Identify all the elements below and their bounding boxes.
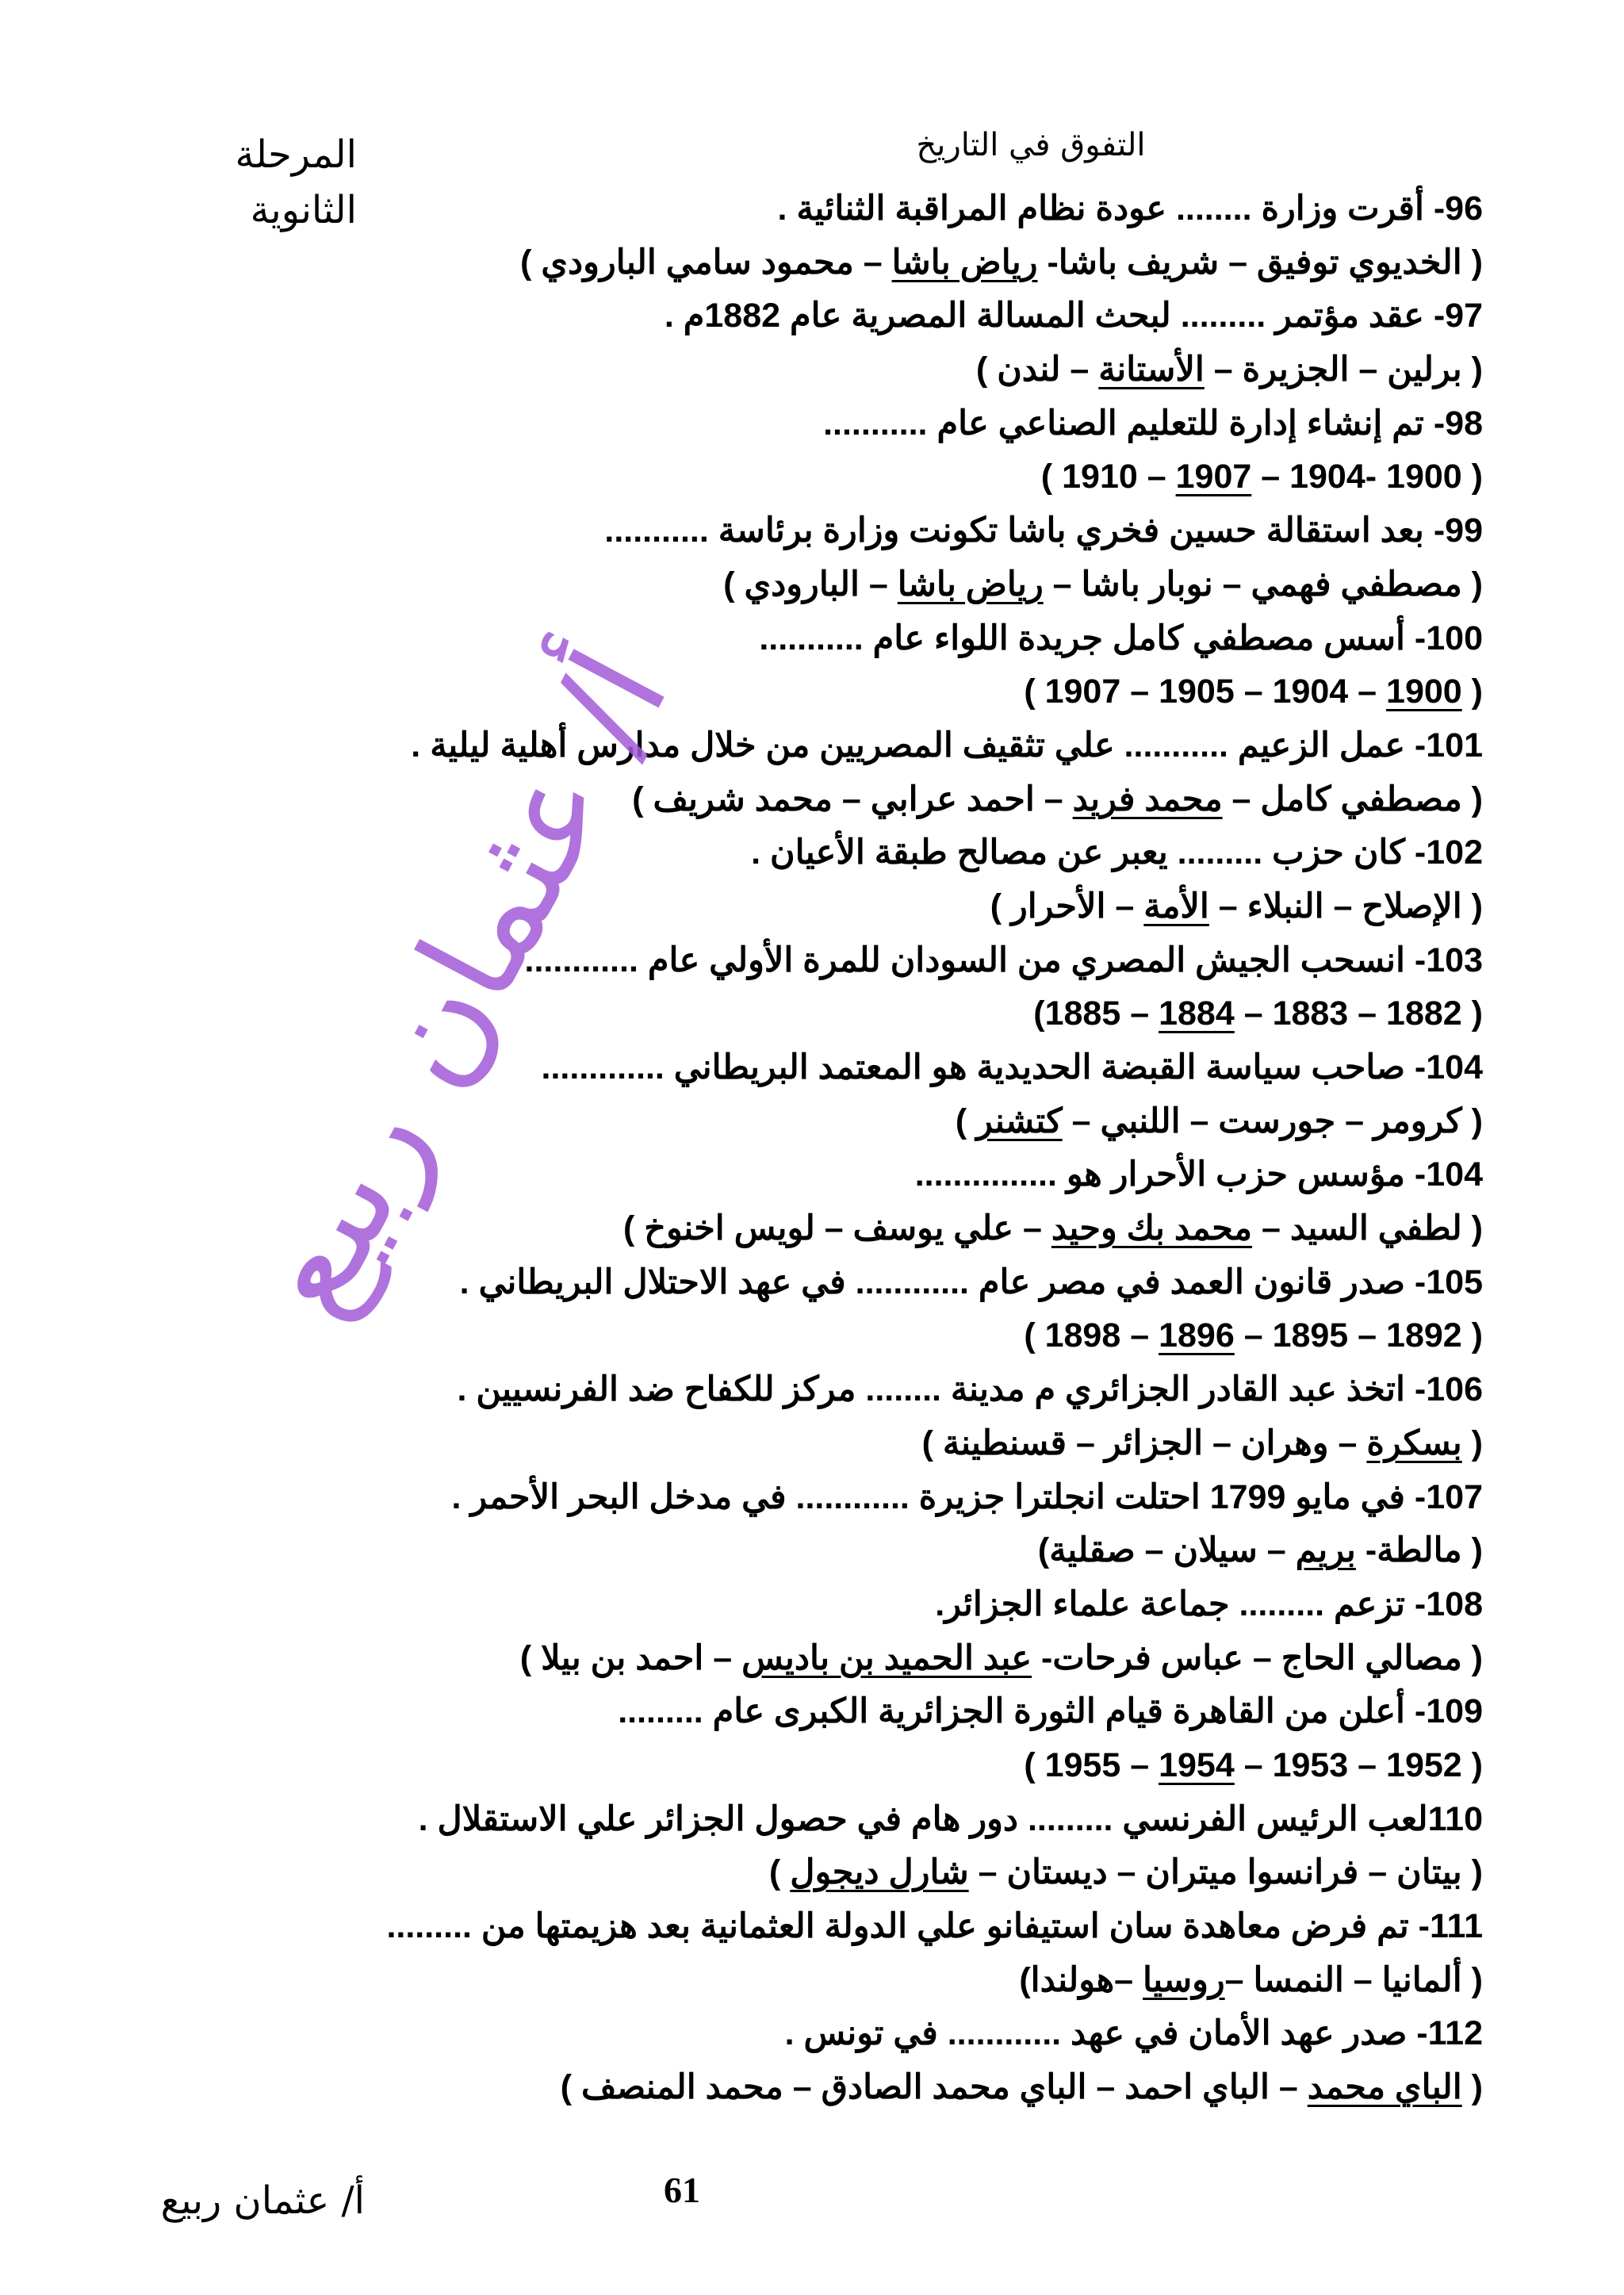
line-text: – علي يوسف – لويس اخنوخ ) <box>623 1209 1051 1248</box>
correct-answer: بريم <box>1295 1531 1356 1570</box>
text-line <box>238 1256 1483 1310</box>
text-line <box>238 1202 1483 1256</box>
line-text: 98- تم إنشاء إدارة للتعليم الصناعي عام ........... <box>823 404 1483 443</box>
line-text: – 1904 – 1905 – 1907 ) <box>1024 672 1387 711</box>
text-line <box>238 1846 1483 1900</box>
line-text: 97- عقد مؤتمر ......... لبحث المسالة المصرية عام 1882م . <box>664 297 1483 335</box>
header-stage: المرحلة الثانوية <box>235 132 357 232</box>
correct-answer: عبد الحميد بن باديس <box>741 1638 1032 1677</box>
correct-answer: روسيا <box>1143 1960 1225 1999</box>
footer-author: أ/ عثمان ربيع <box>160 2178 365 2223</box>
text-line <box>238 773 1483 827</box>
page-number: 61 <box>664 2170 700 2210</box>
text-line <box>238 1095 1483 1149</box>
line-text: – سيلان – صقلية) <box>1037 1531 1296 1570</box>
line-text: ( بيتان – فرانسوا ميتران – ديستان – <box>968 1853 1483 1892</box>
text-line <box>238 1685 1483 1739</box>
question-list <box>238 182 1483 2115</box>
line-text: 105- صدر قانون العمد في مصر عام ............ في عهد الاحتلال البريطاني . <box>459 1262 1483 1301</box>
text-line <box>238 1524 1483 1578</box>
line-text: – وهران – الجزائر – قسنطينة ) <box>921 1423 1367 1462</box>
line-text: ( برلين – الجزيرة – <box>1204 351 1483 389</box>
text-line <box>238 719 1483 773</box>
text-line <box>238 1578 1483 1632</box>
correct-answer: محمد بك وحيد <box>1051 1209 1253 1248</box>
correct-answer: الأستانة <box>1098 351 1205 389</box>
correct-answer: 1896 <box>1159 1316 1235 1355</box>
text-line <box>238 289 1483 343</box>
line-text: ( الإصلاح – النبلاء – <box>1208 887 1483 925</box>
line-text: ( لطفي السيد – <box>1252 1209 1483 1248</box>
line-text: 99- بعد استقالة حسين فخري باشا تكونت وزارة برئاسة ........... <box>604 511 1483 550</box>
line-text: ( <box>1461 672 1483 711</box>
line-text: – 1885) <box>1033 994 1159 1033</box>
line-text: – محمود سامي البارودي ) <box>520 243 892 282</box>
line-text: ( 1882 – 1883 – <box>1234 994 1483 1033</box>
line-text: – 1955 ) <box>1024 1745 1159 1784</box>
line-text: ( 1952 – 1953 – <box>1234 1745 1483 1784</box>
line-text: – البارودي ) <box>723 565 898 603</box>
line-text: 106- اتخذ عبد القادر الجزائري م مدينة ........ مركز للكفاح ضد الفرنسيين . <box>457 1370 1483 1409</box>
line-text: ( ألمانيا – النمسا – <box>1224 1960 1483 1999</box>
correct-answer: محمد فريد <box>1072 780 1223 818</box>
line-text: ( مالطة- <box>1355 1531 1483 1570</box>
text-line <box>238 504 1483 558</box>
text-line <box>238 1900 1483 1954</box>
text-line <box>238 826 1483 880</box>
text-line <box>238 343 1483 397</box>
line-text: 104- صاحب سياسة القبضة الحديدية هو المعتمد البريطاني ............. <box>541 1048 1483 1086</box>
line-text: ( مصطفي كامل – <box>1222 780 1483 818</box>
text-line <box>238 1471 1483 1525</box>
line-text: 112- صدر عهد الأمان في عهد ............ في تونس . <box>784 2014 1483 2053</box>
correct-answer: كتشنر <box>976 1102 1063 1140</box>
text-line <box>238 1148 1483 1202</box>
correct-answer: الباي محمد <box>1307 2068 1462 2107</box>
line-text: – احمد عرابي – محمد شريف ) <box>632 780 1073 818</box>
line-text: 110لعب الرئيس الفرنسي ......... دور هام في حصول الجزائر علي الاستقلال . <box>418 1799 1483 1838</box>
text-line <box>238 450 1483 504</box>
text-line <box>238 182 1483 236</box>
text-line <box>238 1739 1483 1793</box>
text-line <box>238 1793 1483 1847</box>
line-text: 102- كان حزب ......... يعبر عن مصالح طبقة الأعيان . <box>751 833 1483 872</box>
line-text: – 1898 ) <box>1024 1316 1159 1355</box>
correct-answer: الأمة <box>1143 887 1209 925</box>
line-text: – لندن ) <box>975 351 1099 389</box>
correct-answer: 1884 <box>1159 994 1235 1033</box>
line-text: ( <box>1461 2068 1483 2107</box>
correct-answer: 1900 <box>1386 672 1462 711</box>
line-text: ) <box>768 1853 791 1892</box>
watermark: أ/ عثمان ربيع <box>220 627 699 1339</box>
line-text: 100- أسس مصطفي كامل جريدة اللواء عام ........... <box>759 619 1483 657</box>
line-text: – احمد بن بيلا ) <box>519 1638 742 1677</box>
line-text: 104- مؤسس حزب الأحرار هو ............... <box>914 1155 1483 1194</box>
header-title: التفوق في التاريخ <box>916 127 1146 163</box>
text-line <box>238 1954 1483 2008</box>
text-line <box>238 987 1483 1041</box>
line-text: 96- أقرت وزارة ........ عودة نظام المراقبة الثنائية . <box>777 190 1483 228</box>
line-text: ( 1892 – 1895 – <box>1234 1316 1483 1355</box>
line-text: 103- انسحب الجيش المصري من السودان للمرة الأولي عام ............ <box>524 941 1483 979</box>
text-line <box>238 1632 1483 1686</box>
line-text: ( مصطفي فهمي – نوبار باشا – <box>1043 565 1483 603</box>
text-line <box>238 934 1483 988</box>
text-line <box>238 236 1483 290</box>
text-line <box>238 1363 1483 1417</box>
line-text: ( الخديوي توفيق – شريف باشا- <box>1037 243 1483 282</box>
line-text: 107- في مايو 1799 احتلت انجلترا جزيرة ............ في مدخل البحر الأحمر . <box>451 1477 1483 1516</box>
text-line <box>238 558 1483 612</box>
correct-answer: رياض باشا <box>891 243 1038 282</box>
text-line <box>238 1041 1483 1095</box>
line-text: 108- تزعم ......... جماعة علماء الجزائر. <box>935 1584 1483 1623</box>
text-line <box>238 1309 1483 1363</box>
line-text: ( كرومر – جورست – اللنبي – <box>1062 1102 1483 1140</box>
line-text: – 1910 ) <box>1040 458 1176 496</box>
text-line <box>238 2007 1483 2061</box>
line-text: –هولندا) <box>1019 1960 1143 1999</box>
line-text: ) <box>955 1102 977 1140</box>
correct-answer: بسكرة <box>1366 1423 1462 1462</box>
line-text: 101- عمل الزعيم ........... علي تثقيف المصريين من خلال مدارس أهلية ليلية . <box>411 726 1483 764</box>
line-text: ( 1900 -1904 – <box>1251 458 1483 496</box>
correct-answer: رياض باشا <box>897 565 1044 603</box>
text-line <box>238 1417 1483 1471</box>
line-text: 111- تم فرض معاهدة سان استيفانو علي الدولة العثمانية بعد هزيمتها من ......... <box>386 1907 1483 1945</box>
text-line <box>238 665 1483 719</box>
line-text: – الأحرار ) <box>990 887 1144 925</box>
correct-answer: 1907 <box>1175 458 1252 496</box>
line-text: – الباي احمد – الباي محمد الصادق – محمد المنصف ) <box>560 2068 1308 2107</box>
text-line <box>238 397 1483 451</box>
correct-answer: 1954 <box>1159 1745 1235 1784</box>
text-line <box>238 880 1483 934</box>
line-text: ( مصالي الحاج – عباس فرحات- <box>1032 1638 1483 1677</box>
line-text: ( <box>1461 1423 1483 1462</box>
text-line <box>238 612 1483 666</box>
text-line <box>238 2061 1483 2115</box>
correct-answer: شارل ديجول <box>790 1853 969 1892</box>
line-text: 109- أعلن من القاهرة قيام الثورة الجزائرية الكبرى عام ......... <box>618 1692 1483 1731</box>
